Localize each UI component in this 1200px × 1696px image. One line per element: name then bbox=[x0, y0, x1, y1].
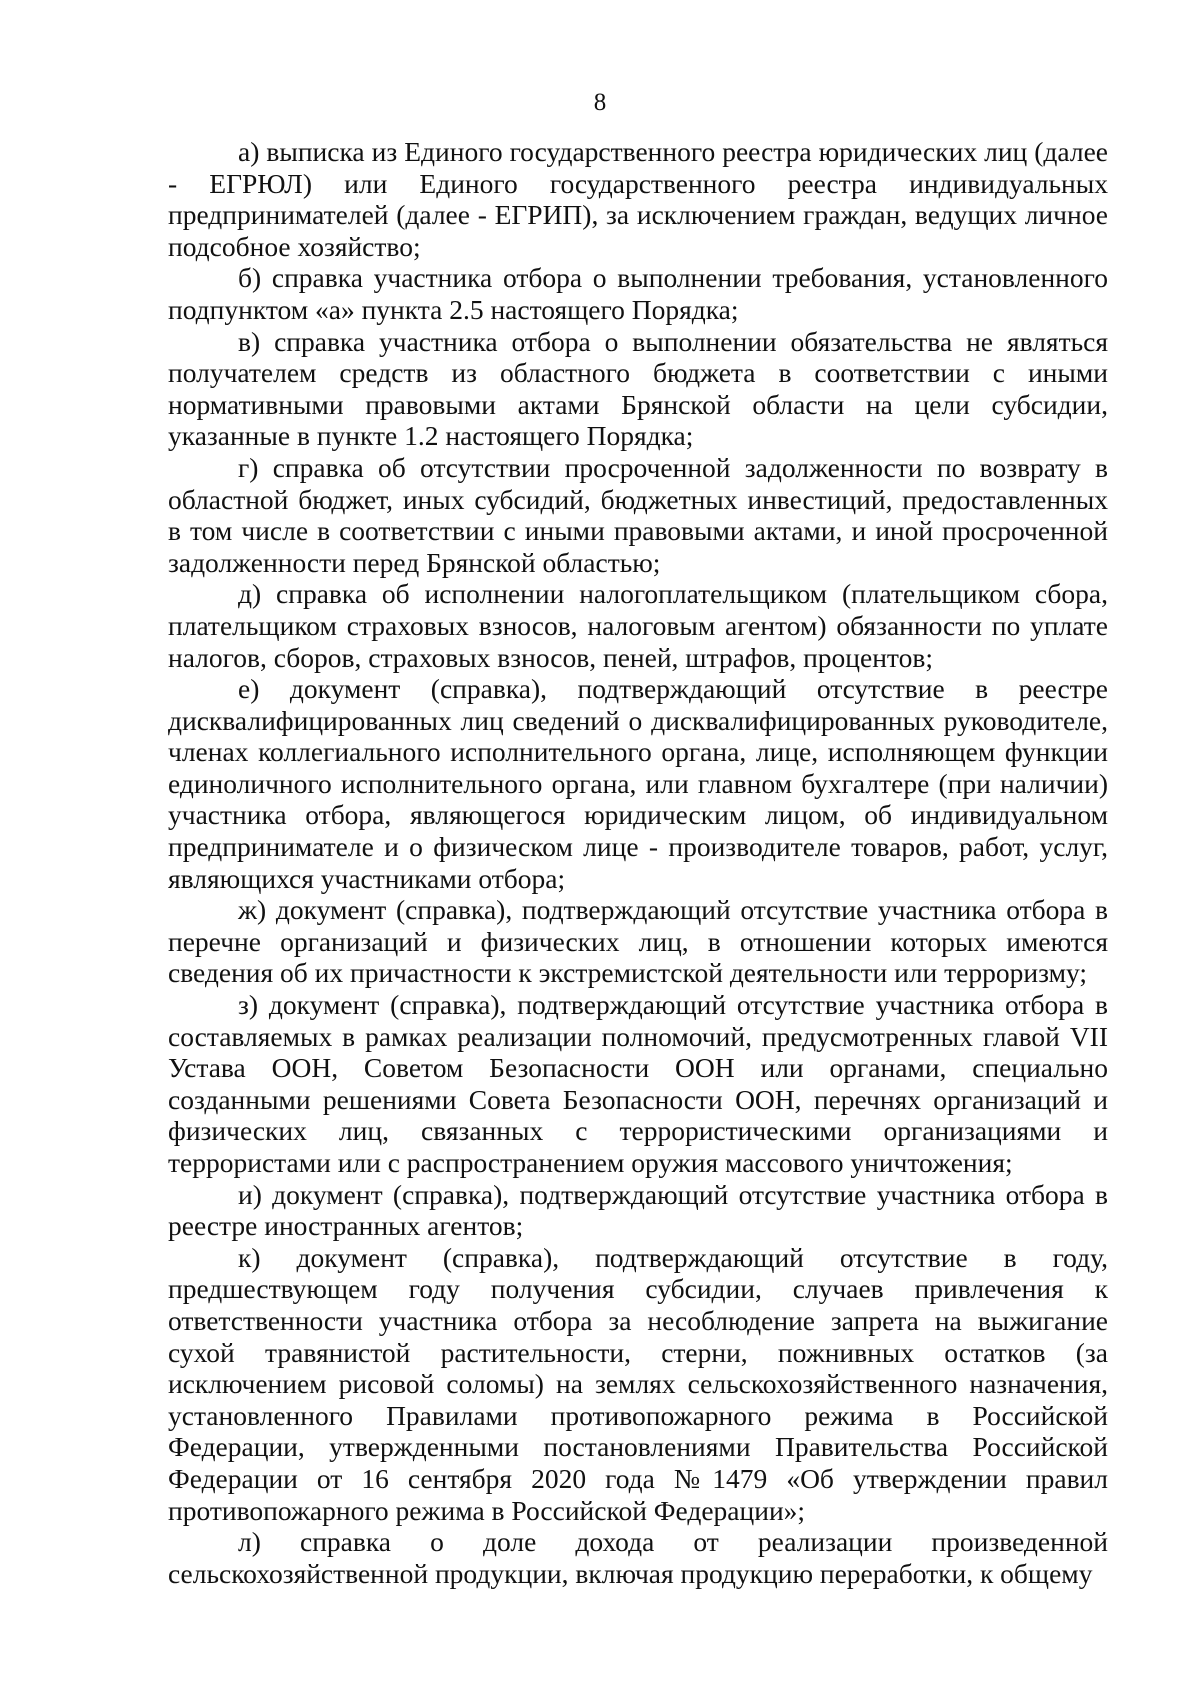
list-item-g: г) справка об отсутствии просроченной задолженности по возврату в областной бюджет, иных субсидий, бюджетных инвестиций, предоставленных в том числе в соответствии с иными правовыми актами, и иной просроченной задолженности перед Брянской областью; bbox=[168, 451, 1108, 578]
list-item-e: е) документ (справка), подтверждающий отсутствие в реестре дисквалифицированных лиц сведений о дисквалифицированных руководителе, членах коллегиального исполнительного органа, лице, исполняющем функции единоличного исполнительного органа, или главном бухгалтере (при наличии) участника отбора, являющегося юридическим лицом, об индивидуальном предпринимателе и о физическом лице - производителе товаров, работ, услуг, являющихся участниками отбора; bbox=[168, 673, 1108, 894]
list-item-i: и) документ (справка), подтверждающий отсутствие участника отбора в реестре иностранных агентов; bbox=[168, 1178, 1108, 1242]
list-item-b: б) справка участника отбора о выполнении требования, установленного подпунктом «а» пункта 2.5 настоящего Порядка; bbox=[168, 262, 1108, 325]
list-item-zh: ж) документ (справка), подтверждающий отсутствие участника отбора в перечне организаций и физических лиц, в отношении которых имеются сведения об их причастности к экстремистской деятельности или терроризму; bbox=[168, 894, 1108, 989]
list-item-l: л) справка о доле дохода от реализации произведенной сельскохозяйственной продукции, включая продукцию переработки, к общему bbox=[168, 1526, 1108, 1589]
document-body bbox=[168, 136, 1108, 1589]
list-item-v: в) справка участника отбора о выполнении обязательства не являться получателем средств из областного бюджета в соответствии с иными нормативными правовыми актами Брянской области на цели субсидии, указанные в пункте 1.2 настоящего Порядка; bbox=[168, 325, 1108, 452]
list-item-z: з) документ (справка), подтверждающий отсутствие участника отбора в составляемых в рамках реализации полномочий, предусмотренных главой VII Устава ООН, Советом Безопасности ООН или органами, специально созданными решениями Совета Безопасности ООН, перечнях организаций и физических лиц, связанных с террористическими организациями и террористами или с распространением оружия массового уничтожения; bbox=[168, 989, 1108, 1178]
list-item-a: а) выписка из Единого государственного реестра юридических лиц (далее - ЕГРЮЛ) или Единого государственного реестра индивидуальных предпринимателей (далее - ЕГРИП), за исключением граждан, ведущих личное подсобное хозяйство; bbox=[168, 136, 1108, 262]
list-item-d: д) справка об исполнении налогоплательщиком (плательщиком сбора, плательщиком страховых взносов, налоговым агентом) обязанности по уплате налогов, сборов, страховых взносов, пеней, штрафов, процентов; bbox=[168, 578, 1108, 673]
page-number: 8 bbox=[593, 89, 607, 116]
list-item-k: к) документ (справка), подтверждающий отсутствие в году, предшествующем году получения субсидии, случаев привлечения к ответственности участника отбора за несоблюдение запрета на выжигание сухой травянистой растительности, стерни, пожнивных остатков (за исключением рисовой соломы) на землях сельскохозяйственного назначения, установленного Правилами противопожарного режима в Российской Федерации, утвержденными постановлениями Правительства Российской Федерации от 16 сентября 2020 года №1479 «Об утверждении правил противопожарного режима в Российской Федерации»; bbox=[168, 1241, 1108, 1526]
